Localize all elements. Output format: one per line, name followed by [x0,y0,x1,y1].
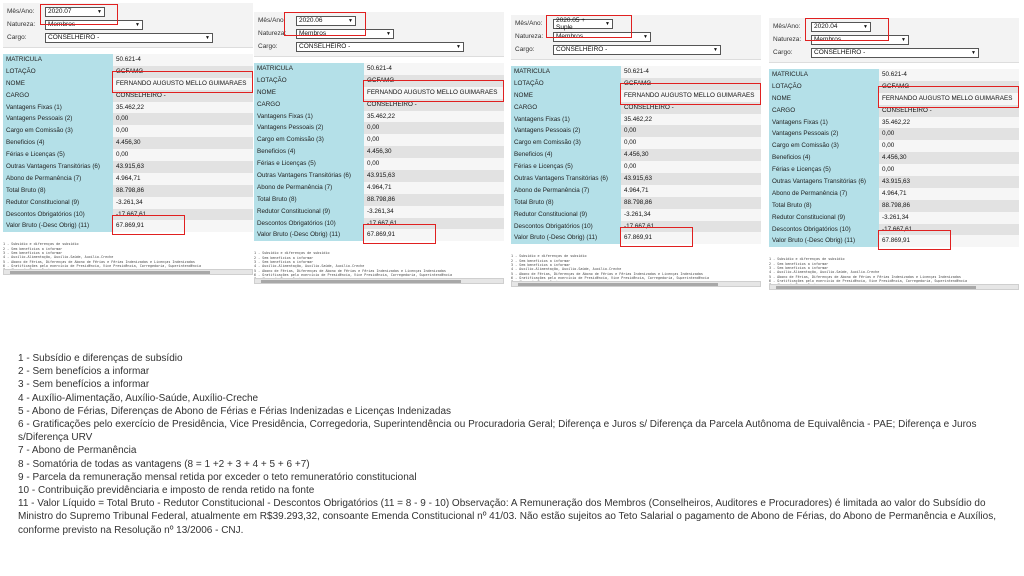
footnote-line: 5 - Abono de Férias, Diferenças de Abono de Férias e Férias Indenizadas e Licenças Indenizadas [3,259,195,264]
footnote-line: 3 - Sem benefícios a informar [511,262,571,267]
table-row [3,149,253,161]
cargo-select[interactable] [811,48,979,58]
mes-ano-value: 2020.05 + Suple [556,16,586,31]
table-row [3,102,253,114]
legend-item: 8 - Somatória de todas as vantagens (8 = 1 +2 + 3 + 4 + 5 + 6 +7) [18,458,310,470]
table-row [254,63,504,75]
table-row [254,99,504,111]
row-label: NOME [769,93,879,105]
table-row [511,161,761,173]
row-value: 0,00 [879,128,1019,140]
row-value: 88.798,86 [113,185,253,197]
row-label: Vantagens Pessoais (2) [511,125,621,137]
table-row [254,111,504,123]
table-row [511,221,761,233]
row-value: GCFAMG [113,66,253,78]
row-value: 4.456,30 [879,152,1019,164]
row-label: MATRICULA [254,63,364,75]
table-row [769,140,1019,152]
scrollbar-thumb[interactable] [10,271,210,274]
chevron-down-icon: ▼ [713,46,718,53]
row-label: Vantagens Pessoais (2) [254,122,364,134]
row-label: Beneficios (4) [254,146,364,158]
chevron-down-icon: ▼ [863,23,868,30]
row-label: LOTAÇÃO [769,81,879,93]
row-value: 43.915,63 [879,176,1019,188]
footnote-line: 6 - Gratificações pelo exercício de Presidência, Vice Presidência, Corregedoria, Superintendência [769,278,968,283]
mes-ano-label: Mês/Ano: [258,17,286,24]
row-label: Total Bruto (8) [254,194,364,206]
row-value: 0,00 [113,149,253,161]
row-label: Férias e Licenças (5) [511,161,621,173]
row-value: 4.964,71 [113,173,253,185]
table-row [769,152,1019,164]
table-row [3,197,253,209]
table-row [3,54,253,66]
natureza-value: Membros [814,36,842,43]
table-row [511,149,761,161]
footnotes-small [511,254,761,281]
footnotes-small [769,257,1019,284]
legend-item: 6 - Gratificações pelo exercício de Presidência, Vice Presidência, Corregedoria, Superintendência ou Procuradoria Geral; Diferença e Juros s/ Diferença da Parcela Autônoma de Equivalência - PAE; Diferença e Juros s/Diferença URV [18,419,977,444]
natureza-select[interactable] [553,32,651,42]
row-label: Vantagens Fixas (1) [511,114,621,126]
payroll-table [511,66,761,244]
footnote-line: 4 - Auxílio-Alimentação, Auxílio-Saúde, Auxílio-Creche [3,255,114,260]
row-label: Abono de Permanência (7) [769,188,879,200]
mes-ano-select[interactable] [553,16,613,31]
row-value: -17.667,61 [621,221,761,233]
scrollbar-thumb[interactable] [776,286,976,289]
table-row [254,170,504,182]
table-row [511,137,761,149]
natureza-select[interactable] [811,35,909,45]
row-value: -17.667,61 [364,218,504,230]
table-row [254,182,504,194]
row-value: 35.462,22 [113,102,253,114]
cargo-label: Cargo: [515,46,535,53]
table-row [254,134,504,146]
row-label: Valor Bruto (-Desc Obrig) (11) [511,232,621,244]
natureza-label: Natureza: [773,36,802,43]
row-value: 50.621-4 [621,66,761,78]
row-label: CARGO [254,99,364,111]
row-value: FERNANDO AUGUSTO MELLO GUIMARAES [113,78,253,90]
row-value: 4.456,30 [364,146,504,158]
row-value: 67.869,91 [621,232,761,244]
legend-item: 4 - Auxílio-Alimentação, Auxílio-Saúde, Auxílio-Creche [18,392,259,404]
chevron-down-icon: ▼ [605,20,610,27]
scrollbar-thumb[interactable] [261,280,461,283]
row-value: -3.261,34 [879,212,1019,224]
row-label: Férias e Licenças (5) [254,158,364,170]
footnote-line: 5 - Abono de Férias, Diferenças de Abono de Férias e Férias Indenizadas e Licenças Indenizadas [511,271,703,276]
table-row [769,164,1019,176]
cargo-select[interactable] [296,42,464,52]
row-label: Redutor Constitucional (9) [769,212,879,224]
row-value: 35.462,22 [879,117,1019,129]
horizontal-scrollbar[interactable] [3,269,253,275]
footnote-line: 4 - Auxílio-Alimentação, Auxílio-Saúde, Auxílio-Creche [254,264,365,269]
table-row [769,235,1019,247]
row-value: 67.869,91 [364,229,504,241]
row-label: Total Bruto (8) [3,185,113,197]
horizontal-scrollbar[interactable] [769,284,1019,290]
row-label: Valor Bruto (-Desc Obrig) (11) [3,220,113,232]
row-label: Outras Vantagens Transitórias (6) [3,161,113,173]
footnote-line: 1 - Subsídio e diferenças de subsídio [769,257,845,262]
table-row [3,125,253,137]
footnote-line: 6 - Gratificações pelo exercício de Presidência, Vice Presidência, Corregedoria, Superintendência [511,275,710,280]
row-label: Beneficios (4) [3,137,113,149]
natureza-select[interactable] [296,29,394,39]
footnote-line: 3 - Sem benefícios a informar [769,265,829,270]
footnote-line: 6 - Gratificações pelo exercício de Presidência, Vice Presidência, Corregedoria, Superintendência [254,272,453,277]
table-row [511,102,761,114]
footnote-line: 3 - Sem benefícios a informar [254,259,314,264]
chevron-down-icon: ▼ [135,21,140,28]
row-label: Vantagens Fixas (1) [3,102,113,114]
chevron-down-icon: ▼ [205,34,210,41]
footnote-line: 2 - Sem benefícios a informar [769,261,829,266]
table-row [3,209,253,221]
row-value: 50.621-4 [364,63,504,75]
footnote-line: 4 - Auxílio-Alimentação, Auxílio-Saúde, Auxílio-Creche [769,270,880,275]
table-row [3,185,253,197]
table-row [3,173,253,185]
footnote-line: 2 - Sem benefícios a informar [254,255,314,260]
row-label: Vantagens Fixas (1) [769,117,879,129]
row-value: GCFAMG [879,81,1019,93]
row-label: Cargo em Comissão (3) [511,137,621,149]
legend-item: 7 - Abono de Permanência [18,445,137,457]
row-label: CARGO [511,102,621,114]
chevron-down-icon: ▼ [386,30,391,37]
filter-form [3,3,253,48]
table-row [511,185,761,197]
row-label: MATRICULA [3,54,113,66]
footnote-line: 4 - Auxílio-Alimentação, Auxílio-Saúde, Auxílio-Creche [511,267,622,272]
row-label: LOTAÇÃO [254,75,364,87]
chevron-down-icon: ▼ [348,17,353,24]
cargo-label: Cargo: [773,49,793,56]
row-label: Vantagens Fixas (1) [254,111,364,123]
row-value: CONSELHEIRO - [879,105,1019,117]
row-value: 50.621-4 [113,54,253,66]
legend-item: 1 - Subsídio e diferenças de subsídio [18,353,183,364]
chevron-down-icon: ▼ [901,36,906,43]
row-label: MATRICULA [769,69,879,81]
legend [18,352,1008,537]
row-value: 0,00 [113,113,253,125]
row-label: NOME [511,90,621,102]
row-label: NOME [3,78,113,90]
footnote-line: 2 - Sem benefícios a informar [3,246,63,251]
row-value: -3.261,34 [364,206,504,218]
row-value: 0,00 [879,140,1019,152]
row-value: CONSELHEIRO - [364,99,504,111]
row-value: GCFAMG [364,75,504,87]
table-row [511,125,761,137]
footnote-line: 1 - Subsídio e diferenças de subsídio [511,254,587,259]
mes-ano-value: 2020.07 [48,8,72,15]
table-row [511,197,761,209]
row-label: Total Bruto (8) [511,197,621,209]
cargo-value: CONSELHEIRO - [299,43,351,50]
row-value: FERNANDO AUGUSTO MELLO GUIMARAES [879,93,1019,105]
natureza-select[interactable] [45,20,143,30]
row-value: 35.462,22 [621,114,761,126]
row-value: -3.261,34 [113,197,253,209]
table-row [769,212,1019,224]
legend-item: 9 - Parcela da remuneração mensal retida por exceder o teto remuneratório constitucional [18,471,417,483]
horizontal-scrollbar[interactable] [511,281,761,287]
table-row [254,229,504,241]
row-value: 0,00 [113,125,253,137]
mes-ano-label: Mês/Ano: [7,8,35,15]
row-label: Outras Vantagens Transitórias (6) [769,176,879,188]
table-row [254,218,504,230]
cargo-value: CONSELHEIRO - [556,46,608,53]
row-value: FERNANDO AUGUSTO MELLO GUIMARAES [364,87,504,99]
table-row [769,105,1019,117]
row-label: Abono de Permanência (7) [254,182,364,194]
row-label: Beneficios (4) [769,152,879,164]
row-value: -3.261,34 [621,209,761,221]
table-row [254,206,504,218]
table-row [769,200,1019,212]
footnote-line: 5 - Abono de Férias, Diferenças de Abono de Férias e Férias Indenizadas e Licenças Indenizadas [254,268,446,273]
row-label: LOTAÇÃO [511,78,621,90]
row-value: 43.915,63 [364,170,504,182]
table-row [769,128,1019,140]
table-row [511,114,761,126]
horizontal-scrollbar[interactable] [254,278,504,284]
row-label: CARGO [3,90,113,102]
table-row [769,224,1019,236]
natureza-value: Membros [299,30,327,37]
row-label: Redutor Constitucional (9) [3,197,113,209]
row-label: Férias e Licenças (5) [769,164,879,176]
cargo-value: CONSELHEIRO - [814,49,866,56]
mes-ano-label: Mês/Ano: [515,20,543,27]
table-row [511,90,761,102]
row-value: 0,00 [621,137,761,149]
row-value: -17.667,61 [113,209,253,221]
table-row [3,113,253,125]
row-value: 35.462,22 [364,111,504,123]
table-row [511,232,761,244]
table-row [254,194,504,206]
table-row [254,75,504,87]
row-label: CARGO [769,105,879,117]
table-row [3,78,253,90]
payroll-table [769,69,1019,247]
table-row [3,161,253,173]
row-value: 0,00 [364,158,504,170]
row-value: 0,00 [621,161,761,173]
cargo-select[interactable] [553,45,721,55]
row-label: Cargo em Comissão (3) [3,125,113,137]
table-row [769,81,1019,93]
row-label: Redutor Constitucional (9) [254,206,364,218]
cargo-value: CONSELHEIRO - [48,34,100,41]
footnote-line: 2 - Sem benefícios a informar [511,258,571,263]
payroll-table [254,63,504,241]
table-row [254,158,504,170]
chevron-down-icon: ▼ [971,49,976,56]
table-row [511,173,761,185]
row-value: 4.456,30 [621,149,761,161]
row-label: Cargo em Comissão (3) [769,140,879,152]
row-label: Valor Bruto (-Desc Obrig) (11) [769,235,879,247]
row-label: Cargo em Comissão (3) [254,134,364,146]
legend-item: 10 - Contribuição previdênciaria e imposto de renda retido na fonte [18,485,315,497]
mes-ano-select[interactable] [811,22,871,32]
natureza-value: Membros [48,21,76,28]
row-value: 88.798,86 [364,194,504,206]
row-value: 0,00 [621,125,761,137]
row-label: Descontos Obrigatórios (10) [254,218,364,230]
mes-ano-label: Mês/Ano: [773,23,801,30]
mes-ano-value: 2020.04 [814,23,838,30]
row-value: 4.964,71 [364,182,504,194]
table-row [3,90,253,102]
row-label: MATRICULA [511,66,621,78]
payroll-table [3,54,253,232]
row-value: -17.667,61 [879,224,1019,236]
mes-ano-value: 2020.06 [299,17,323,24]
row-value: GCFAMG [621,78,761,90]
row-value: 0,00 [364,122,504,134]
row-value: CONSELHEIRO - [621,102,761,114]
footnotes-small [3,242,253,269]
row-value: 67.869,91 [113,220,253,232]
footnotes-small [254,251,504,278]
row-value: 0,00 [879,164,1019,176]
row-value: 4.964,71 [879,188,1019,200]
payroll-panel-4 [769,18,1019,290]
legend-item: 11 - Valor Líquido = Total Bruto - Redutor Constitucional - Descontos Obrigatórios (11 = 8 - 9 - 10) Observação: A Remuneração dos Membros (Conselheiros, Auditores e Procuradores) é limitada ao valor do Subsídio do Ministro do Supremo Tribunal Federal, atualmente em R$39.293,32, consoante Emenda Constitucional nº 41/03. Não estão sujeitos ao Teto Salarial o pagamento de Abono de Férias, do Abono de Permanência e Auxílios, conforme previsto na Resolução nº 13/2006 - CNJ. [18,498,996,536]
row-value: 67.869,91 [879,235,1019,247]
footnote-line: 1 - Subsídio e diferenças de subsídio [3,242,79,247]
filter-form [769,18,1019,63]
payroll-panel-2 [254,12,504,284]
table-row [769,117,1019,129]
row-value: FERNANDO AUGUSTO MELLO GUIMARAES [621,90,761,102]
row-label: Total Bruto (8) [769,200,879,212]
scrollbar-thumb[interactable] [518,283,718,286]
mes-ano-select[interactable] [45,7,105,17]
table-row [511,78,761,90]
row-label: Descontos Obrigatórios (10) [3,209,113,221]
table-row [769,188,1019,200]
table-row [511,209,761,221]
footnote-line: 6 - Gratificações pelo exercício de Presidência, Vice Presidência, Corregedoria, Superintendência [3,263,202,268]
table-row [3,220,253,232]
row-label: Descontos Obrigatórios (10) [511,221,621,233]
row-label: Vantagens Pessoais (2) [3,113,113,125]
filter-form [254,12,504,57]
row-label: Outras Vantagens Transitórias (6) [254,170,364,182]
payroll-panel-3 [511,15,761,287]
row-label: Vantagens Pessoais (2) [769,128,879,140]
row-value: 43.915,63 [113,161,253,173]
row-label: Férias e Licenças (5) [3,149,113,161]
row-value: 0,00 [364,134,504,146]
row-value: 88.798,86 [879,200,1019,212]
table-row [769,176,1019,188]
row-label: Abono de Permanência (7) [3,173,113,185]
row-value: 4.964,71 [621,185,761,197]
table-row [254,146,504,158]
natureza-label: Natureza: [515,33,544,40]
row-label: Descontos Obrigatórios (10) [769,224,879,236]
footnote-line: 1 - Subsídio e diferenças de subsídio [254,251,330,256]
row-value: 43.915,63 [621,173,761,185]
cargo-label: Cargo: [7,34,27,41]
row-label: LOTAÇÃO [3,66,113,78]
table-row [254,122,504,134]
legend-item: 3 - Sem benefícios a informar [18,379,150,391]
footnote-line: 5 - Abono de Férias, Diferenças de Abono de Férias e Férias Indenizadas e Licenças Indenizadas [769,274,961,279]
footnote-line: 3 - Sem benefícios a informar [3,250,63,255]
table-row [3,66,253,78]
legend-item: 2 - Sem benefícios a informar [18,366,150,378]
natureza-value: Membros [556,33,584,40]
row-label: Outras Vantagens Transitórias (6) [511,173,621,185]
payroll-panel-1 [3,3,253,275]
table-row [3,137,253,149]
chevron-down-icon: ▼ [97,8,102,15]
row-value: CONSELHEIRO - [113,90,253,102]
row-label: Beneficios (4) [511,149,621,161]
table-row [254,87,504,99]
natureza-label: Natureza: [258,30,287,37]
row-label: Abono de Permanência (7) [511,185,621,197]
row-label: Valor Bruto (-Desc Obrig) (11) [254,229,364,241]
chevron-down-icon: ▼ [643,33,648,40]
chevron-down-icon: ▼ [456,43,461,50]
table-row [769,93,1019,105]
mes-ano-select[interactable] [296,16,356,26]
filter-form [511,15,761,60]
cargo-select[interactable] [45,33,213,43]
row-value: 4.456,30 [113,137,253,149]
row-value: 88.798,86 [621,197,761,209]
table-row [769,69,1019,81]
row-label: NOME [254,87,364,99]
table-row [511,66,761,78]
row-value: 50.621-4 [879,69,1019,81]
row-label: Redutor Constitucional (9) [511,209,621,221]
natureza-label: Natureza: [7,21,36,28]
legend-item: 5 - Abono de Férias, Diferenças de Abono de Férias e Férias Indenizadas e Licenças Indenizadas [18,405,452,417]
cargo-label: Cargo: [258,43,278,50]
